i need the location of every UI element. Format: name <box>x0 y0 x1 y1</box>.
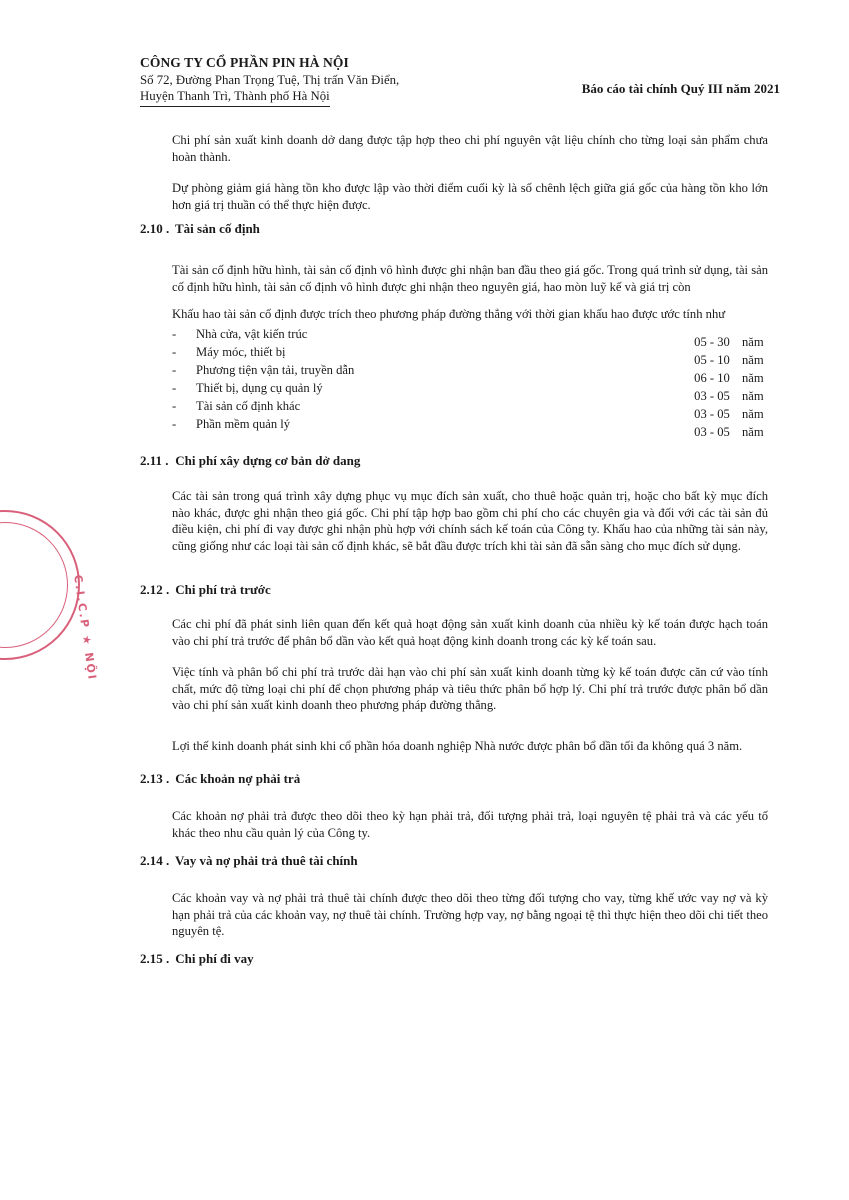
asset-name: Phần mềm quản lý <box>196 417 291 431</box>
depreciation-row <box>172 344 768 367</box>
depreciation-unit: năm <box>742 335 764 349</box>
company-address-line1: Số 72, Đường Phan Trọng Tuệ, Thị trấn Văn Điển, <box>140 72 400 87</box>
section-2-15-heading <box>140 950 254 967</box>
section-2-11-paragraph-1: Các tài sản trong quá trình xây dựng phục vụ mục đích sản xuất, cho thuê hoặc quản trị, hoặc cho bất kỳ mục đích nào khác, được ghi nhận theo giá gốc. Chi phí tập hợp bao gồm chi phí cho các chuyên gia và đối với các tài sản đủ điều kiện, chi phí đi vay được ghi nhận phù hợp với chính sách kế toán của Công ty. Khấu hao của những tài sản này, cũng giống như các loại tài sản cố định khác, sẽ bắt đầu được trích khi tài sản đã sẵn sàng cho mục đích sử dụng. <box>172 489 768 553</box>
depreciation-unit: năm <box>742 407 764 421</box>
intro-paragraph-2: Dự phòng giảm giá hàng tồn kho được lập vào thời điểm cuối kỳ là số chênh lệch giữa giá gốc của hàng tồn kho lớn hơn giá trị thuần có thể thực hiện được. <box>172 181 768 212</box>
section-2-13-heading <box>140 770 300 787</box>
list-dash: - <box>172 327 177 341</box>
asset-name: Máy móc, thiết bị <box>196 345 286 359</box>
depreciation-unit: năm <box>742 389 764 403</box>
section-2-10-heading <box>140 220 260 237</box>
section-2-12-paragraph-2: Việc tính và phân bổ chi phí trả trước dài hạn vào chi phí sản xuất kinh doanh từng kỳ kế toán được căn cứ vào tính chất, mức độ từng loại chi phí để chọn phương pháp và tiêu thức phân bổ hợp lý. Chi phí trả trước được phân bổ dần vào chi phí sản xuất kinh doanh theo phương pháp đường thẳng. <box>172 665 768 713</box>
asset-name: Phương tiện vận tải, truyền dẫn <box>196 363 355 377</box>
company-stamp <box>0 510 80 660</box>
depreciation-row <box>172 326 768 349</box>
depreciation-unit: năm <box>742 371 764 385</box>
company-address-line2: Huyện Thanh Trì, Thành phố Hà Nội <box>140 88 330 107</box>
section-title: Vay và nợ phải trả thuê tài chính <box>175 853 358 868</box>
asset-name: Thiết bị, dụng cụ quản lý <box>196 381 323 395</box>
company-stamp-inner-ring <box>0 522 68 648</box>
section-title: Chi phí xây dựng cơ bản dở dang <box>175 453 361 468</box>
section-2-13-paragraph-1: Các khoản nợ phải trả được theo dõi theo kỳ hạn phải trả, đối tượng phải trả, loại nguyên tệ phải trả và các yếu tố khác theo nhu cầu quản lý của Công ty. <box>172 809 768 840</box>
section-2-12-paragraph-1: Các chi phí đã phát sinh liên quan đến kết quả hoạt động sản xuất kinh doanh của nhiều kỳ kế toán được hạch toán vào chi phí trả trước để phân bổ dần vào kết quả hoạt động kinh doanh trong các kỳ kế toán sau. <box>172 617 768 648</box>
list-dash: - <box>172 417 177 431</box>
depreciation-row <box>172 380 768 403</box>
section-2-14-heading <box>140 852 358 869</box>
list-dash: - <box>172 345 177 359</box>
section-number: 2.15 . <box>140 951 170 966</box>
depreciation-years: 05 - 10 <box>694 353 730 367</box>
document-header <box>140 54 780 107</box>
section-2-12-paragraph-3: Lợi thế kinh doanh phát sinh khi cổ phần hóa doanh nghiệp Nhà nước được phân bổ dần tối đa không quá 3 năm. <box>172 739 743 753</box>
depreciation-row <box>172 416 768 439</box>
depreciation-years: 03 - 05 <box>694 407 730 421</box>
section-2-10-paragraph-1: Tài sản cố định hữu hình, tài sản cố định vô hình được ghi nhận ban đầu theo giá gốc. Trong quá trình sử dụng, tài sản cố định hữu hình, tài sản cố định vô hình được ghi nhận theo nguyên giá, hao mòn luỹ kế và giá trị còn <box>172 263 768 294</box>
section-number: 2.10 . <box>140 221 170 236</box>
asset-name: Tài sản cố định khác <box>196 399 301 413</box>
section-2-12-heading <box>140 581 271 598</box>
company-name: CÔNG TY CỔ PHẦN PIN HÀ NỘI <box>140 55 349 70</box>
depreciation-years: 03 - 05 <box>694 425 730 439</box>
report-title: Báo cáo tài chính Quý III năm 2021 <box>581 81 780 96</box>
section-title: Tài sản cố định <box>175 221 260 236</box>
depreciation-row <box>172 398 768 421</box>
section-2-10-paragraph-2: Khấu hao tài sản cố định được trích theo phương pháp đường thẳng với thời gian khấu hao được ước tính như <box>172 307 726 321</box>
section-title: Các khoản nợ phải trả <box>175 771 301 786</box>
depreciation-years: 05 - 30 <box>694 335 730 349</box>
intro-paragraph-1: Chi phí sản xuất kinh doanh dở dang được tập hợp theo chi phí nguyên vật liệu chính cho từng loại sản phẩm chưa hoàn thành. <box>172 133 768 164</box>
section-title: Chi phí trả trước <box>175 582 271 597</box>
depreciation-unit: năm <box>742 425 764 439</box>
depreciation-years: 03 - 05 <box>694 389 730 403</box>
list-dash: - <box>172 399 177 413</box>
depreciation-row <box>172 362 768 385</box>
company-stamp-text: C.I.C.P ★ NỘI <box>71 574 99 682</box>
asset-name: Nhà cửa, vật kiến trúc <box>196 327 308 341</box>
section-2-14-paragraph-1: Các khoản vay và nợ phải trả thuê tài chính được theo dõi theo từng đối tượng cho vay, từng khế ước vay nợ và kỳ hạn phải trả của các khoản vay, nợ thuê tài chính. Trường hợp vay, nợ bằng ngoại tệ thì thực hiện theo dõi chi tiết theo nguyên tệ. <box>172 891 768 939</box>
section-number: 2.13 . <box>140 771 170 786</box>
depreciation-years: 06 - 10 <box>694 371 730 385</box>
section-number: 2.14 . <box>140 853 170 868</box>
list-dash: - <box>172 381 177 395</box>
section-2-11-heading <box>140 452 360 469</box>
section-number: 2.11 . <box>140 453 169 468</box>
section-title: Chi phí đi vay <box>175 951 254 966</box>
list-dash: - <box>172 363 177 377</box>
depreciation-unit: năm <box>742 353 764 367</box>
section-number: 2.12 . <box>140 582 170 597</box>
